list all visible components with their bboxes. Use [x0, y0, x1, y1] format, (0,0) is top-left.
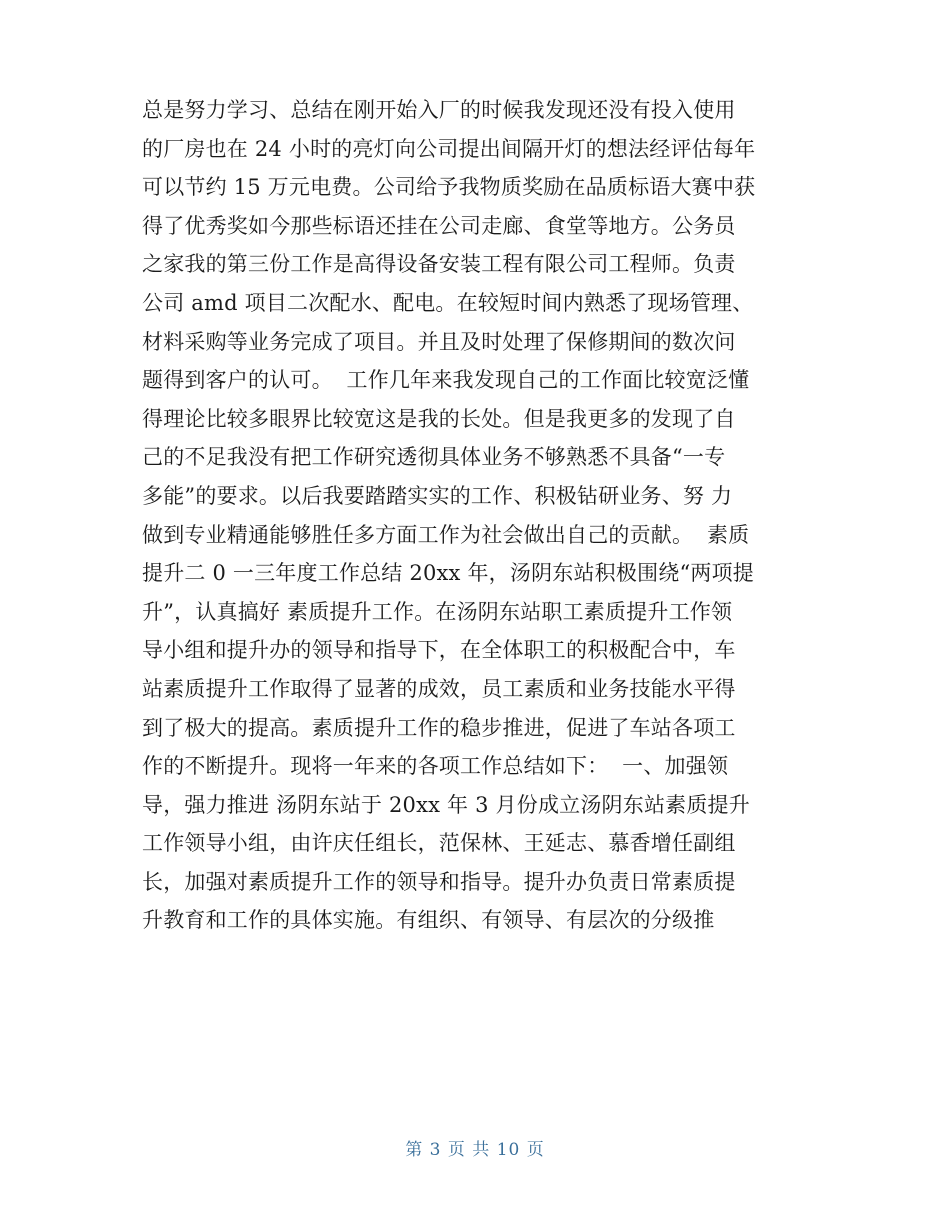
text-line-7: 材料采购等业务完成了项目。并且及时处理了保修期间的数次问: [142, 329, 736, 354]
text-line-2: 的厂房也在 24 小时的亮灯向公司提出间隔开灯的想法经评估每年: [142, 136, 756, 161]
text-line-13: 提升二 0 一三年度工作总结 20xx 年，汤阴东站积极围绕“两项提: [142, 561, 755, 586]
text-line-19: 导，强力推进 汤阴东站于 20xx 年 3 月份成立汤阴东站素质提升: [142, 792, 750, 817]
page-number-footer: 第 3 页 共 10 页: [405, 1140, 545, 1160]
text-line-12: 做到专业精通能够胜任多方面工作为社会做出自己的贡献。 素质: [142, 522, 750, 547]
text-line-21: 长，加强对素质提升工作的领导和指导。提升办负责日常素质提: [142, 869, 736, 894]
text-line-3: 可以节约 15 万元电费。公司给予我物质奖励在品质标语大赛中获: [142, 175, 756, 200]
text-line-14: 升”，认真搞好 素质提升工作。在汤阴东站职工素质提升工作领: [142, 599, 733, 624]
text-line-9: 得理论比较多眼界比较宽这是我的长处。但是我更多的发现了自: [142, 406, 736, 431]
text-line-11: 多能”的要求。以后我要踏踏实实的工作、积极钻研业务、努 力: [142, 483, 733, 508]
text-line-16: 站素质提升工作取得了显著的成效，员工素质和业务技能水平得: [142, 676, 736, 701]
text-line-1: 总是努力学习、总结在刚开始入厂的时候我发现还没有投入使用: [142, 98, 736, 122]
text-line-22: 升教育和工作的具体实施。有组织、有领导、有层次的分级推: [142, 908, 715, 933]
text-line-17: 到了极大的提高。素质提升工作的稳步推进，促进了车站各项工: [142, 715, 736, 740]
text-line-20: 工作领导小组，由许庆任组长，范保林、王延志、慕香增任副组: [142, 831, 736, 856]
text-line-18: 作的不断提升。现将一年来的各项工作总结如下： 一、加强领: [142, 754, 729, 779]
body-text: [142, 91, 822, 940]
text-line-8: 题得到客户的认可。 工作几年来我发现自己的工作面比较宽泛懂: [142, 368, 750, 393]
text-line-15: 导小组和提升办的领导和指导下，在全体职工的积极配合中，车: [142, 638, 736, 663]
text-line-4: 得了优秀奖如今那些标语还挂在公司走廊、食堂等地方。公务员: [142, 213, 736, 238]
text-line-10: 己的不足我没有把工作研究透彻具体业务不够熟悉不具备“一专: [142, 445, 726, 470]
text-line-6: 公司 amd 项目二次配水、配电。在较短时间内熟悉了现场管理、: [142, 290, 754, 315]
text-line-5: 之家我的第三份工作是高得设备安装工程有限公司工程师。负责: [142, 252, 736, 277]
